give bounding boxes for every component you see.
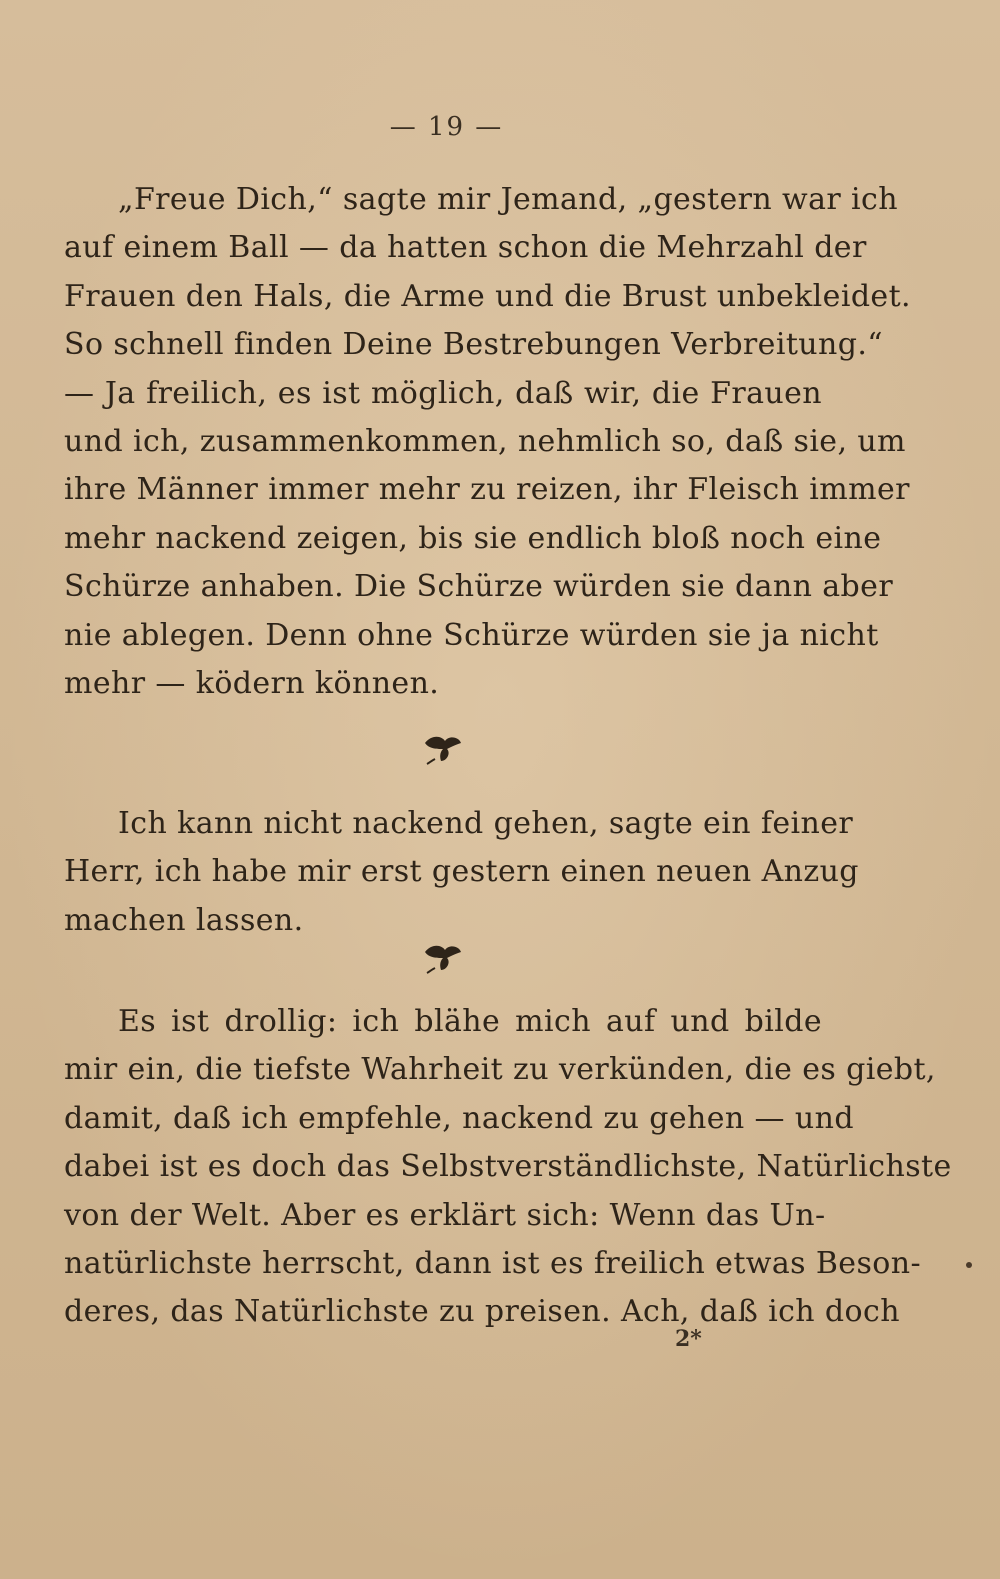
paragraph-1: [64, 176, 911, 708]
text-line: Ich kann nicht nackend gehen, sagte ein feiner: [118, 806, 854, 841]
text-line: ihre Männer immer mehr zu reizen, ihr Fleisch immer: [64, 472, 910, 508]
text-line: mehr nackend zeigen, bis sie endlich bloß noch eine: [64, 520, 882, 556]
text-line: natürlichste herrscht, dann ist es freilich etwas Beson-: [64, 1245, 921, 1281]
text-line: nie ablegen. Denn ohne Schürze würden sie ja nicht: [64, 617, 879, 653]
text-line: „Freue Dich,“ sagte mir Jemand, „gestern war ich: [118, 182, 898, 217]
text-line: Herr, ich habe mir erst gestern einen neuen Anzug: [64, 854, 859, 890]
text-line: damit, daß ich empfehle, nackend zu gehen — und: [64, 1100, 854, 1136]
text-line: dabei ist es doch das Selbstverständlichste, Natürlichste: [64, 1149, 952, 1185]
text-line: deres, das Natürlichste zu preisen. Ach, daß ich doch: [64, 1294, 900, 1330]
text-line: So schnell finden Deine Bestrebungen Verbreitung.“: [64, 327, 883, 363]
text-line: von der Welt. Aber es erklärt sich: Wenn das Un-: [64, 1197, 826, 1233]
text-line: Schürze anhaben. Die Schürze würden sie dann aber: [64, 569, 894, 605]
text-line: Frauen den Hals, die Arme und die Brust unbekleidet.: [64, 278, 911, 314]
text-line: Es ist drollig: ich blähe mich auf und bilde: [118, 1004, 822, 1039]
text-line: mir ein, die tiefste Wahrheit zu verkünden, die es giebt,: [64, 1052, 936, 1088]
page-number: — 19 —: [389, 112, 504, 142]
leaf-ornament-icon: [421, 731, 465, 765]
text-line: mehr — ködern können.: [64, 665, 440, 701]
paragraph-2: [64, 800, 859, 945]
text-line: und ich, zusammenkommen, nehmlich so, daß sie, um: [64, 423, 906, 459]
paragraph-3: [64, 998, 952, 1337]
text-line: auf einem Ball — da hatten schon die Mehrzahl der: [64, 230, 867, 266]
signature-mark: 2*: [675, 1326, 702, 1352]
text-line: — Ja freilich, es ist möglich, daß wir, die Frauen: [64, 375, 822, 411]
leaf-ornament-icon: [421, 940, 465, 974]
text-line: machen lassen.: [64, 902, 304, 938]
ink-speck: [966, 1262, 972, 1268]
